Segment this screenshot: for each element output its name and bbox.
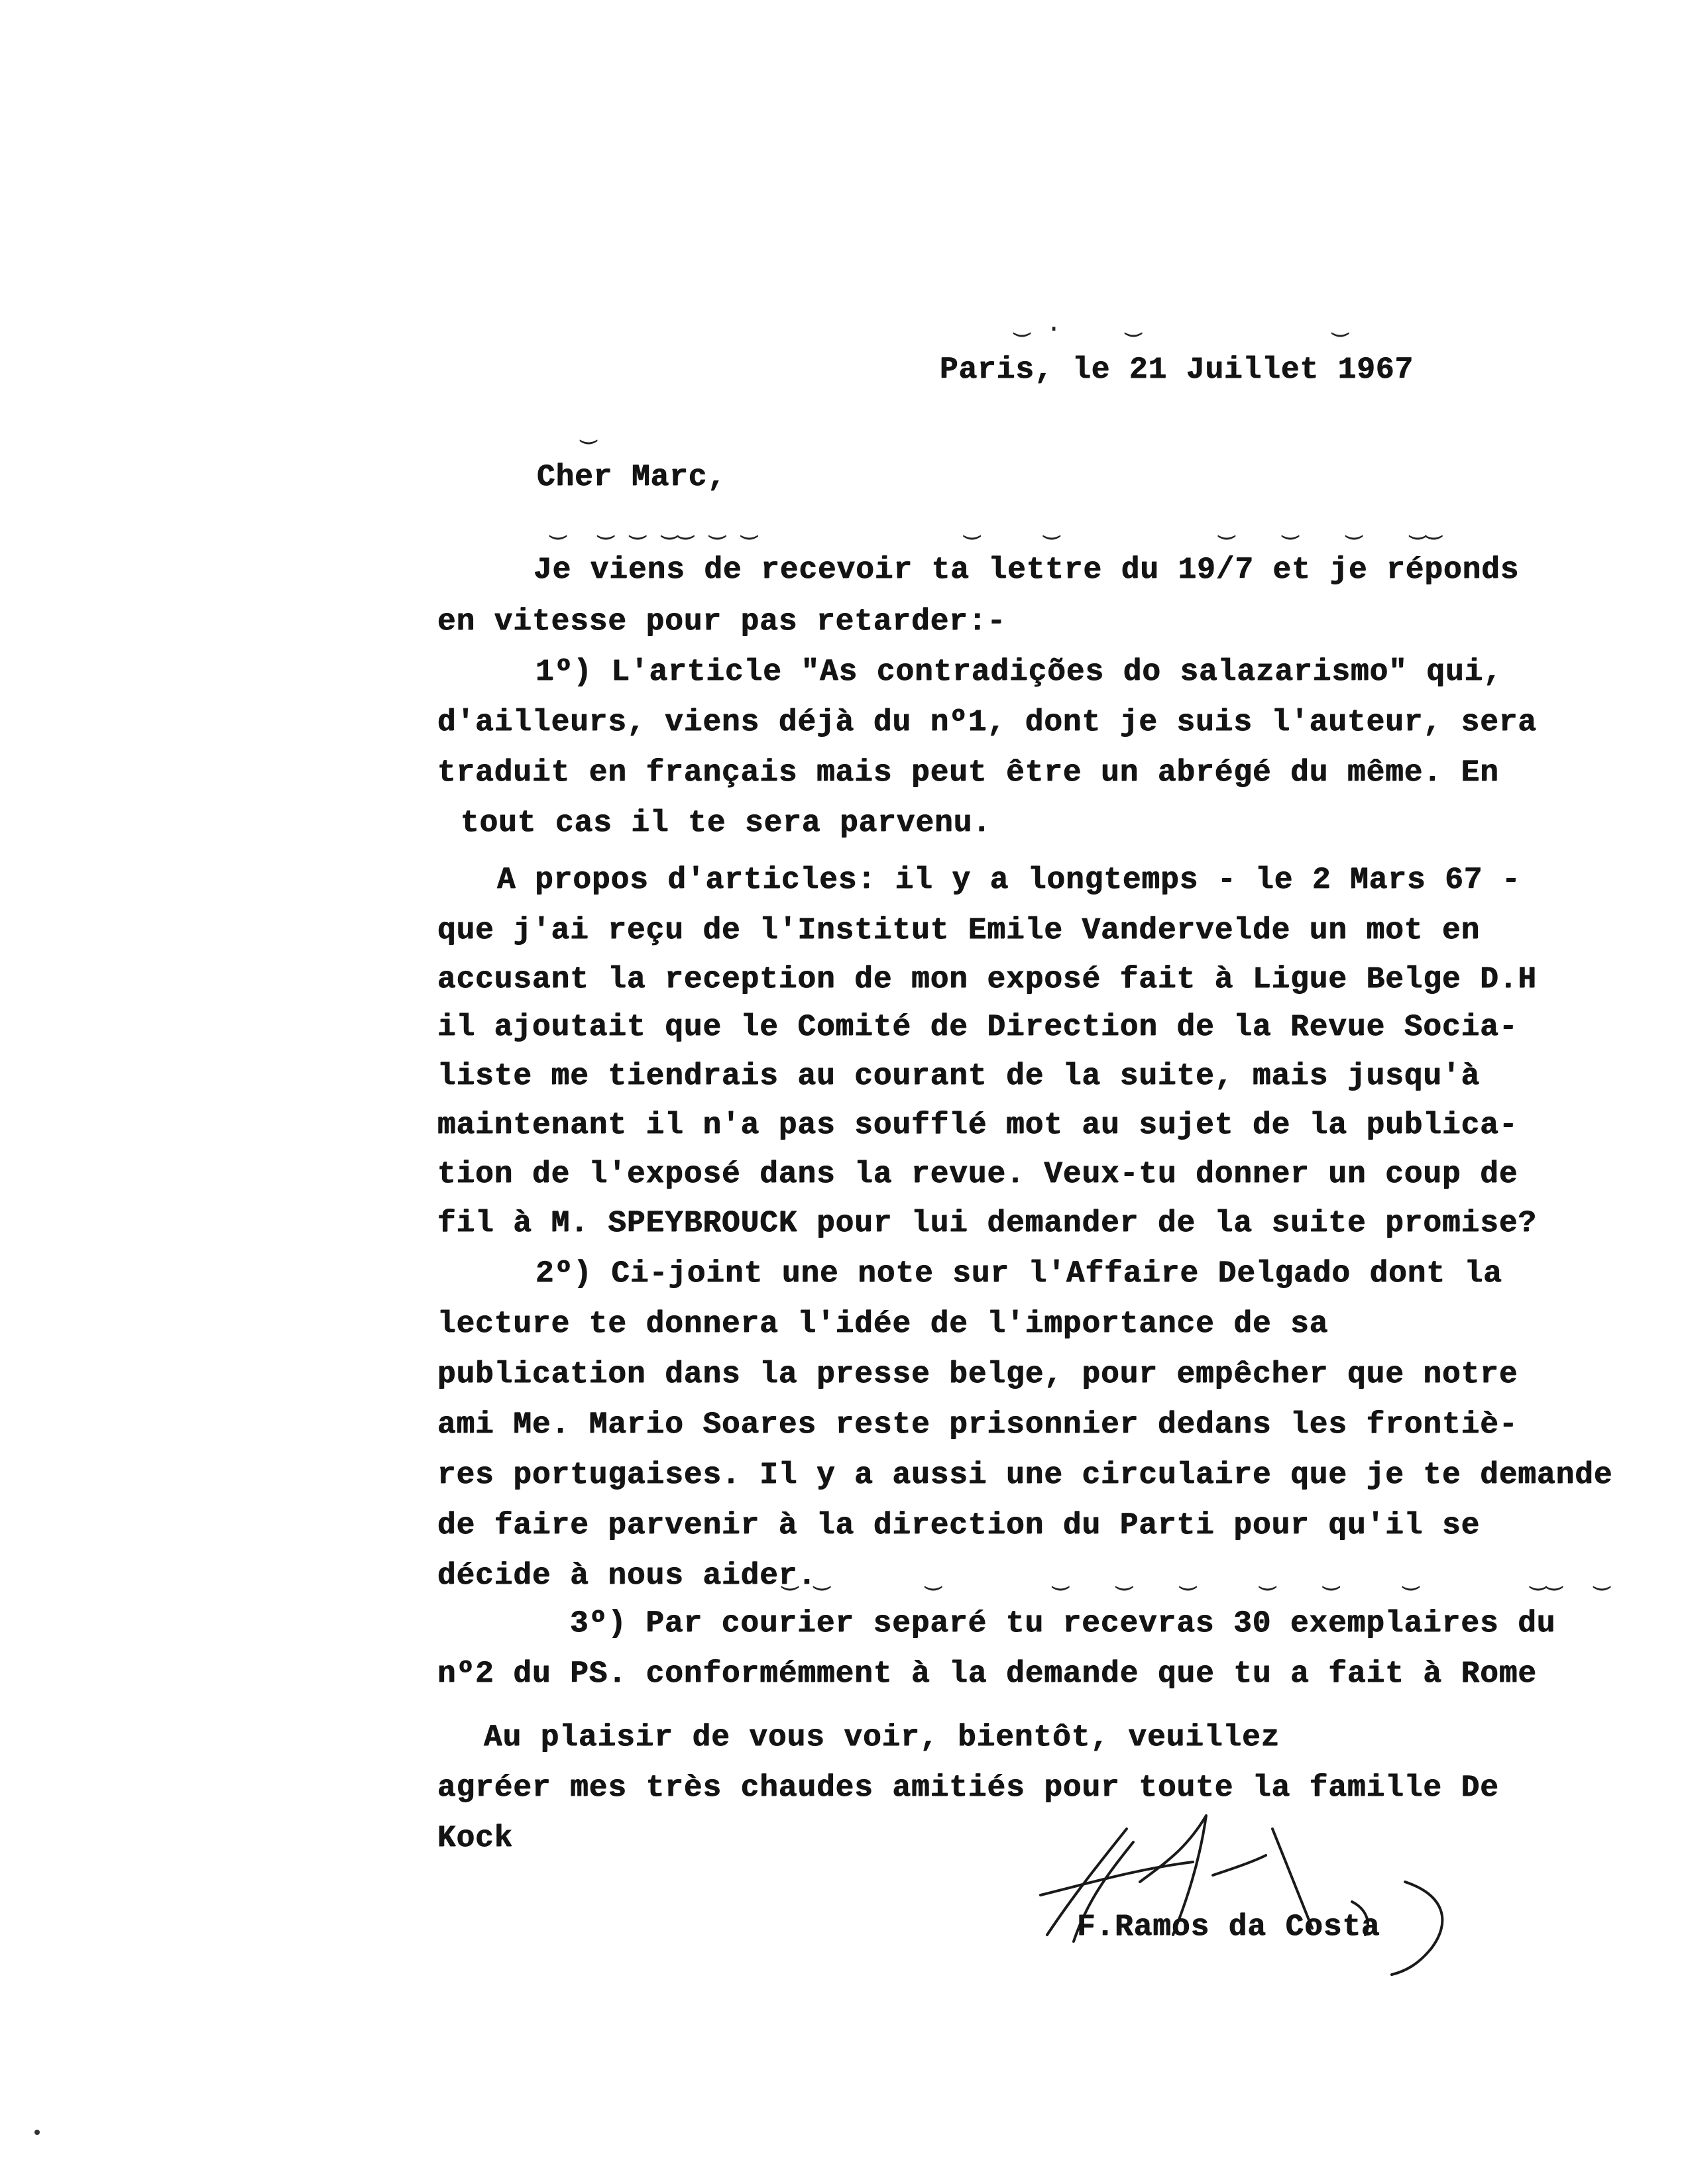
dash-artifact: ‿ . ‿ ‿: [1014, 309, 1349, 339]
body-line: Au plaisir de vous voir, bientôt, veuillez: [484, 1720, 1280, 1755]
dash-artifact: ‿: [581, 417, 597, 447]
body-line: ami Me. Mario Soares reste prisonnier dedans les frontiè-: [437, 1407, 1518, 1442]
body-line: fil à M. SPEYBROUCK pour lui demander de la suite promise?: [437, 1206, 1538, 1240]
scan-speck: [34, 2130, 40, 2135]
handwritten-signature: [1034, 1802, 1511, 1988]
body-line: il ajoutait que le Comité de Direction de la Revue Socia-: [437, 1010, 1518, 1044]
body-line: 1º) L'article "As contradições do salazarismo" qui,: [535, 655, 1502, 689]
body-line: nº2 du PS. conformémment à la demande que tu a fait à Rome: [437, 1657, 1538, 1691]
signature-name: F.Ramos da Costa: [1077, 1910, 1380, 1944]
body-line: traduit en français mais peut être un abrégé du même. En: [437, 755, 1499, 790]
body-line: Kock: [437, 1821, 514, 1855]
body-line: de faire parvenir à la direction du Parti pour qu'il se: [437, 1508, 1481, 1543]
body-line: agréer mes très chaudes amitiés pour toute la famille De: [437, 1771, 1499, 1805]
dash-artifact: ‿ ‿ ‿ ‿‿ ‿ ‿ ‿ ‿ ‿ ‿ ‿ ‿‿: [550, 512, 1442, 542]
body-line: d'ailleurs, viens déjà du nº1, dont je suis l'auteur, sera: [437, 705, 1538, 739]
body-line: publication dans la presse belge, pour empêcher que notre: [437, 1357, 1518, 1392]
body-line: 3º) Par courier separé tu recevras 30 exemplaires du: [570, 1606, 1556, 1641]
body-line: res portugaises. Il y a aussi une circulaire que je te demande: [437, 1458, 1613, 1492]
body-line: maintenant il n'a pas soufflé mot au sujet de la publica-: [437, 1108, 1518, 1142]
body-line: Je viens de recevoir ta lettre du 19/7 et je réponds: [534, 553, 1520, 587]
body-line: accusant la reception de mon exposé fait à Ligue Belge D.H: [437, 962, 1538, 997]
body-line: tion de l'exposé dans la revue. Veux-tu donner un coup de: [437, 1157, 1518, 1191]
body-line: décide à nous aider.: [437, 1558, 817, 1593]
letter-salutation: Cher Marc,: [537, 460, 727, 494]
dash-artifact: ‿ ‿ ‿ ‿ ‿ ‿ ‿ ‿ ‿ ‿‿ ‿: [782, 1563, 1610, 1593]
body-line: A propos d'articles: il y a longtemps - le 2 Mars 67 -: [497, 863, 1521, 897]
body-line: lecture te donnera l'idée de l'importance de sa: [437, 1307, 1329, 1341]
body-line: 2º) Ci-joint une note sur l'Affaire Delgado dont la: [535, 1256, 1502, 1291]
body-line: liste me tiendrais au courant de la suite, mais jusqu'à: [437, 1059, 1481, 1093]
letter-date: Paris, le 21 Juillet 1967: [940, 353, 1414, 387]
body-line: tout cas il te sera parvenu.: [461, 806, 991, 840]
body-line: que j'ai reçu de l'Institut Emile Vandervelde un mot en: [437, 913, 1481, 948]
body-line: en vitesse pour pas retarder:-: [437, 604, 1007, 639]
